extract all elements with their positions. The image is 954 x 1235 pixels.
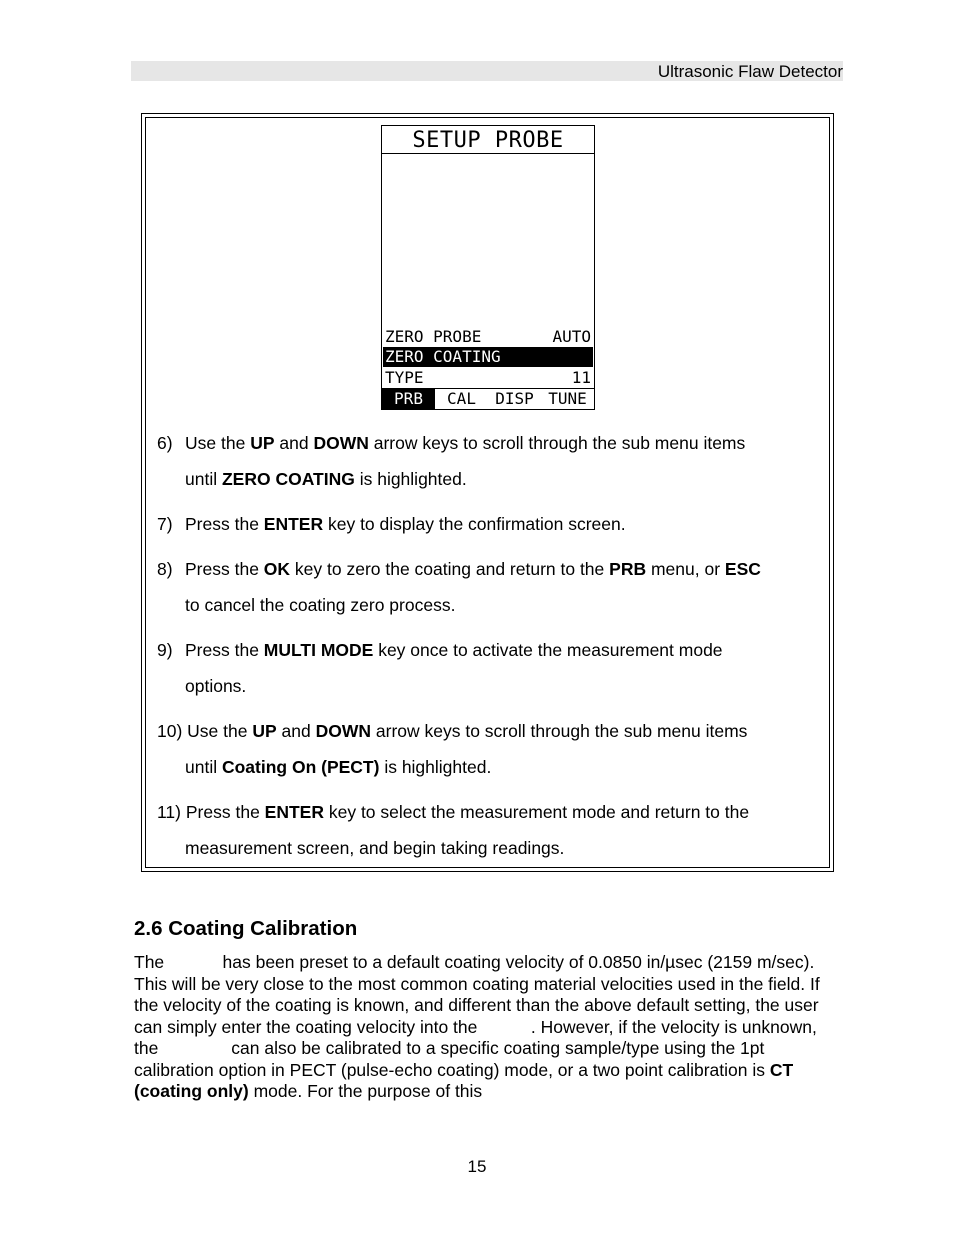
step-text: key to select the measurement mode and return to the bbox=[323, 802, 750, 822]
step-text: and bbox=[276, 721, 316, 741]
softkey-prb: PRB bbox=[382, 389, 435, 409]
mode-name: CT (coating only) bbox=[134, 1059, 794, 1101]
key-name: DOWN bbox=[313, 433, 369, 453]
softkey-tune: TUNE bbox=[548, 389, 587, 408]
step-text: arrow keys to scroll through the sub menu items bbox=[368, 433, 746, 453]
menu-item-label: ZERO COATING bbox=[385, 347, 501, 366]
menu-item-name: ZERO COATING bbox=[221, 469, 355, 489]
key-name: ENTER bbox=[263, 514, 324, 534]
step-10 bbox=[157, 713, 817, 785]
step-8 bbox=[157, 551, 817, 623]
paragraph-text: . However, if the velocity is unknown, the bbox=[134, 1016, 817, 1058]
key-name: ENTER bbox=[264, 802, 324, 822]
menu-item-zero-coating bbox=[383, 347, 593, 367]
step-text: measurement screen, and begin taking readings. bbox=[185, 838, 565, 858]
step-text: Use the bbox=[187, 721, 253, 741]
blank-product-name bbox=[482, 1017, 531, 1037]
menu-item-label: TYPE bbox=[385, 368, 424, 387]
section-heading: 2.6 Coating Calibration bbox=[134, 917, 358, 940]
paragraph-text: The bbox=[134, 952, 170, 972]
step-text: options. bbox=[185, 676, 247, 696]
header-title: Ultrasonic Flaw Detector bbox=[657, 62, 843, 81]
device-screen bbox=[381, 125, 595, 410]
step-text: Press the bbox=[185, 514, 264, 534]
key-name: MULTI MODE bbox=[263, 640, 374, 660]
step-text: until bbox=[185, 757, 222, 777]
step-text: key to display the confirmation screen. bbox=[323, 514, 626, 534]
menu-item-label: ZERO PROBE bbox=[385, 327, 482, 346]
softkey-cal: CAL bbox=[447, 389, 476, 408]
step-9 bbox=[157, 632, 817, 704]
step-text: Press the bbox=[185, 640, 264, 660]
screen-title: SETUP PROBE bbox=[382, 126, 594, 154]
step-number: 10) bbox=[157, 721, 183, 741]
step-text: until bbox=[185, 469, 222, 489]
blank-product-name bbox=[169, 952, 222, 972]
mode-name: Coating On (PECT) bbox=[221, 757, 380, 777]
step-text: key once to activate the measurement mode bbox=[373, 640, 723, 660]
step-text: is highlighted. bbox=[379, 757, 492, 777]
step-7 bbox=[157, 506, 817, 542]
step-text: is highlighted. bbox=[354, 469, 467, 489]
key-name: ESC bbox=[724, 559, 761, 579]
key-name: OK bbox=[263, 559, 291, 579]
step-number: 11) bbox=[157, 802, 181, 822]
blank-product-name bbox=[163, 1038, 231, 1058]
body-paragraph bbox=[134, 952, 834, 1103]
step-number: 6) bbox=[157, 433, 173, 453]
step-text: and bbox=[274, 433, 314, 453]
key-name: DOWN bbox=[315, 721, 372, 741]
step-text: Press the bbox=[185, 802, 265, 822]
paragraph-text: can also be calibrated to a specific coating sample/type using the 1pt calibration option in PECT (pulse-echo coating) mode, or a two point calibration is bbox=[134, 1038, 770, 1080]
step-text: key to zero the coating and return to the bbox=[290, 559, 610, 579]
softkey-bar bbox=[382, 388, 594, 409]
menu-item-value: 11 bbox=[571, 368, 591, 387]
paragraph-text: has been preset to a default coating velocity of 0.0850 in/µsec (2159 m/sec). This will be very close to the most common coating material velocities used in the field. If the velocity of the coating is known, and different than the above default setting, the user can simply enter the coating velocity into the bbox=[134, 952, 820, 1037]
softkey-disp: DISP bbox=[495, 389, 534, 408]
paragraph-text: mode. For the purpose of this bbox=[248, 1081, 483, 1101]
key-name: UP bbox=[250, 433, 275, 453]
menu-name: PRB bbox=[609, 559, 647, 579]
page-number: 15 bbox=[467, 1157, 487, 1176]
step-11 bbox=[157, 794, 817, 866]
step-text: arrow keys to scroll through the sub menu items bbox=[371, 721, 748, 741]
step-6 bbox=[157, 425, 817, 497]
menu-item-type bbox=[383, 368, 593, 388]
page-header bbox=[131, 61, 843, 81]
step-text: Use the bbox=[185, 433, 251, 453]
step-text: to cancel the coating zero process. bbox=[185, 595, 456, 615]
key-name: UP bbox=[252, 721, 277, 741]
menu-item-zero-probe bbox=[383, 327, 593, 347]
step-number: 9) bbox=[157, 640, 173, 660]
step-text: menu, or bbox=[646, 559, 725, 579]
step-number: 7) bbox=[157, 514, 173, 534]
menu-item-value: AUTO bbox=[552, 327, 591, 346]
step-number: 8) bbox=[157, 559, 173, 579]
step-text: Press the bbox=[185, 559, 264, 579]
